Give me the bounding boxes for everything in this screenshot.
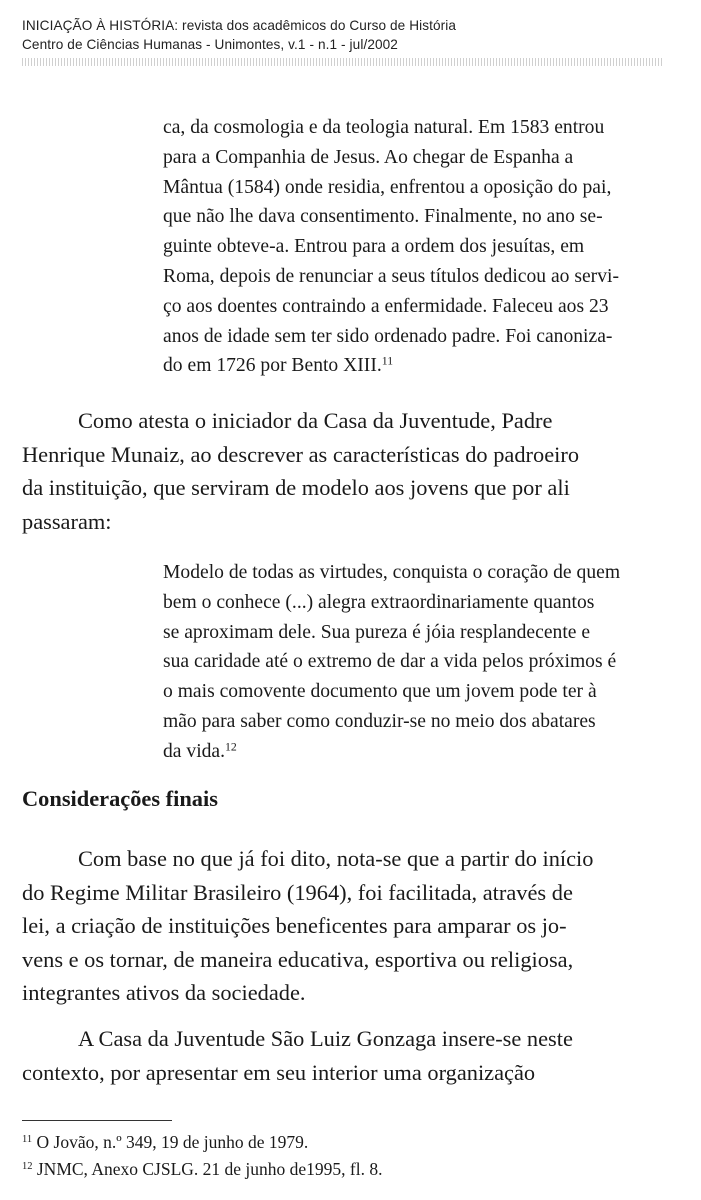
quote-line: se aproximam dele. Sua pureza é jóia resplandecente e xyxy=(163,621,591,643)
quote-line: mão para saber como conduzir-se no meio dos abatares xyxy=(163,710,596,732)
block-quote xyxy=(163,558,683,767)
quote-line: para a Companhia de Jesus. Ao chegar de Espanha a xyxy=(163,146,574,168)
paragraph-line: vens e os tornar, de maneira educativa, esportiva ou religiosa, xyxy=(22,946,574,972)
paragraph-line: A Casa da Juventude São Luiz Gonzaga insere-se neste xyxy=(78,1026,573,1051)
journal-title: INICIAÇÃO À HISTÓRIA: revista dos acadêmicos do Curso de História xyxy=(22,18,457,33)
paragraph-line: passaram: xyxy=(22,508,112,534)
paragraph-line: contexto, por apresentar em seu interior uma organização xyxy=(22,1059,536,1085)
running-head xyxy=(22,16,682,54)
paragraph-line: Henrique Munaiz, ao descrever as características do padroeiro xyxy=(22,441,580,467)
paragraph-line: do Regime Militar Brasileiro (1964), foi facilitada, através de xyxy=(22,879,573,905)
footnote-11 xyxy=(22,1129,682,1156)
footnote-text: JNMC, Anexo CJSLG. 21 de junho de1995, fl. 8. xyxy=(36,1159,383,1179)
quote-line: que não lhe dava consentimento. Finalmente, no ano se- xyxy=(163,206,603,228)
quote-line: anos de idade sem ter sido ordenado padre. Foi canoniza- xyxy=(163,325,613,347)
header-divider xyxy=(22,58,662,66)
quote-line: Modelo de todas as virtudes, conquista o coração de quem xyxy=(163,562,621,583)
block-quote-continued xyxy=(163,113,683,381)
quote-last-text: da vida. xyxy=(163,740,226,762)
footnote-number: 12 xyxy=(22,1161,33,1173)
footnote-ref-11[interactable]: 11 xyxy=(381,354,394,368)
quote-line-last xyxy=(163,737,683,767)
quote-line: Mântua (1584) onde residia, enfrentou a oposição do pai, xyxy=(163,176,612,198)
section-heading: Considerações finais xyxy=(22,786,218,811)
footnote-12 xyxy=(22,1156,682,1183)
quote-line: o mais comovente documento que um jovem pode ter à xyxy=(163,681,597,703)
paragraph-line: Como atesta o iniciador da Casa da Juventude, Padre xyxy=(78,408,553,433)
quote-line: sua caridade até o extremo de dar a vida pelos próximos é xyxy=(163,651,617,673)
paragraph-line: integrantes ativos da sociedade. xyxy=(22,980,306,1005)
quote-line-last xyxy=(163,351,683,381)
footnote-text: O Jovão, n.º 349, 19 de junho de 1979. xyxy=(36,1132,309,1152)
quote-line: guinte obteve-a. Entrou para a ordem dos jesuítas, em xyxy=(163,236,585,258)
body-paragraph-2 xyxy=(22,842,686,1010)
quote-line: ca, da cosmologia e da teologia natural. Em 1583 entrou xyxy=(163,117,605,138)
body-paragraph-1 xyxy=(22,404,686,538)
quote-line: ço aos doentes contraindo a enfermidade. Faleceu aos 23 xyxy=(163,295,609,317)
paragraph-line: lei, a criação de instituições beneficentes para amparar os jo- xyxy=(22,913,567,938)
footnote-divider xyxy=(22,1120,172,1121)
footnote-number: 11 xyxy=(22,1134,33,1146)
quote-line: bem o conhece (...) alegra extraordinariamente quantos xyxy=(163,591,595,613)
quote-last-text: do em 1726 por Bento XIII. xyxy=(163,355,382,377)
footnote-ref-12[interactable]: 12 xyxy=(225,740,237,754)
body-paragraph-3 xyxy=(22,1022,686,1089)
journal-issue: Centro de Ciências Humanas - Unimontes, v.1 - n.1 - jul/2002 xyxy=(22,37,398,52)
paragraph-line: da instituição, que serviram de modelo aos jovens que por ali xyxy=(22,475,570,500)
footnotes xyxy=(22,1129,682,1183)
paragraph-line: Com base no que já foi dito, nota-se que a partir do início xyxy=(78,846,594,871)
quote-line: Roma, depois de renunciar a seus títulos dedicou ao servi- xyxy=(163,265,619,287)
